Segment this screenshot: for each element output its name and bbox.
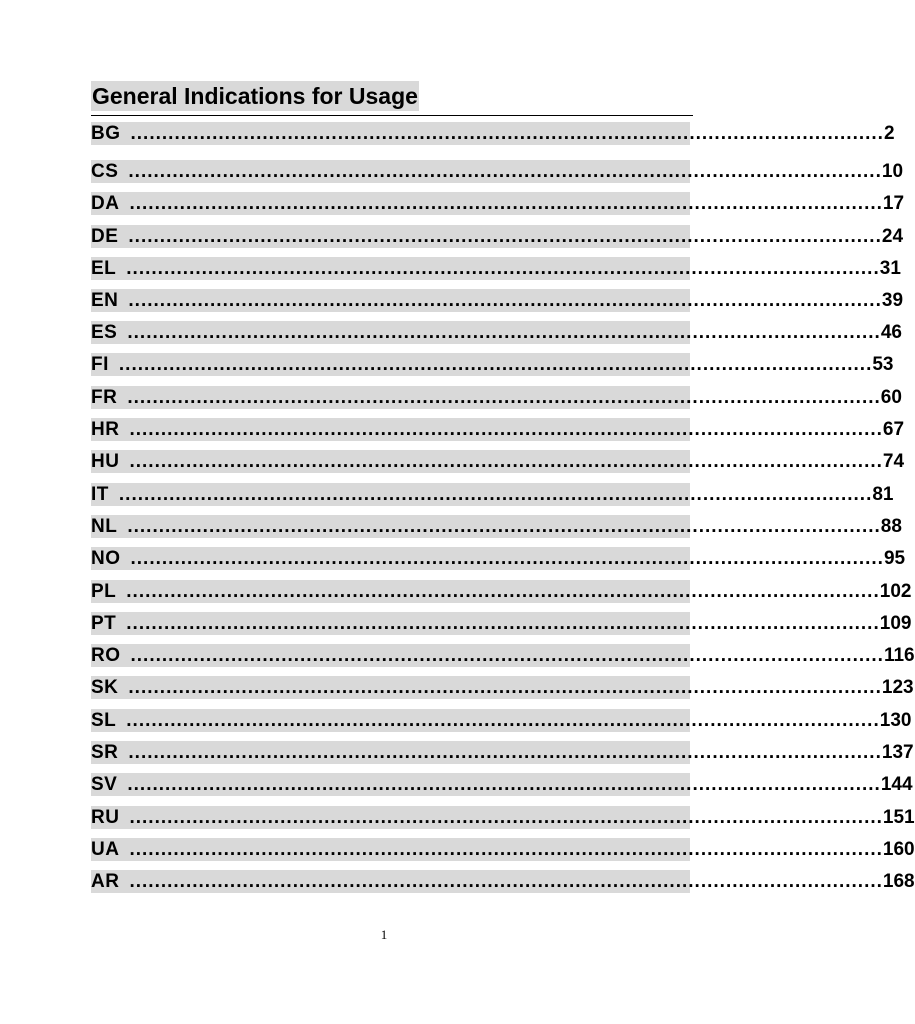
language-code: EL [91, 257, 117, 279]
page-reference: 17 [882, 192, 905, 214]
language-code: SV [91, 773, 118, 795]
toc-entry-pt [91, 612, 912, 635]
page-reference: 168 [882, 870, 915, 892]
toc-entry-hu [91, 450, 905, 473]
dot-leader: ........................................................................................................................ [126, 257, 880, 279]
page-reference: 24 [881, 225, 904, 247]
page-reference: 95 [883, 547, 906, 569]
language-code: ES [91, 321, 118, 343]
toc-entry-no [91, 547, 906, 570]
dot-leader: ........................................................................................................................ [129, 418, 883, 440]
dot-leader: ........................................................................................................................ [129, 450, 883, 472]
dot-leader: ........................................................................................................................ [129, 870, 883, 892]
toc-entry-pl [91, 580, 912, 603]
toc-entry-sr [91, 741, 914, 764]
toc-entry-cs [91, 160, 904, 183]
language-code: FR [91, 386, 118, 408]
toc-entry-es [91, 321, 902, 344]
dot-leader: ........................................................................................................................ [129, 806, 883, 828]
dot-leader: ........................................................................................................................ [127, 321, 881, 343]
page-reference: 144 [880, 773, 913, 795]
page-reference: 109 [879, 612, 912, 634]
language-code: IT [91, 483, 109, 505]
dot-leader: ........................................................................................................................ [126, 709, 880, 731]
language-code: RO [91, 644, 121, 666]
language-code: SR [91, 741, 119, 763]
language-code: SL [91, 709, 117, 731]
toc-entry-de [91, 225, 904, 248]
language-code: NL [91, 515, 118, 537]
toc-entry-ua [91, 838, 915, 861]
toc-entry-bg [91, 122, 895, 145]
page-reference: 46 [880, 321, 902, 343]
page-reference: 60 [880, 386, 902, 408]
language-code: CS [91, 160, 119, 182]
page-reference: 39 [881, 289, 904, 311]
dot-leader: ........................................................................................................................ [127, 773, 881, 795]
language-code: HR [91, 418, 120, 440]
dot-leader: ........................................................................................................................ [130, 122, 884, 144]
toc-entry-ro [91, 644, 915, 667]
page-reference: 53 [872, 353, 894, 375]
page-reference: 31 [879, 257, 901, 279]
language-code: AR [91, 870, 120, 892]
toc-entry-sl [91, 709, 912, 732]
page-reference: 81 [872, 483, 894, 505]
toc-entry-sk [91, 676, 914, 699]
language-code: DA [91, 192, 120, 214]
page-reference: 137 [881, 741, 914, 763]
dot-leader: ........................................................................................................................ [129, 192, 883, 214]
toc-entry-sv [91, 773, 913, 796]
toc-entry-fr [91, 386, 902, 409]
language-code: FI [91, 353, 109, 375]
title-underline [91, 115, 693, 116]
toc-entry-fi [91, 353, 894, 376]
page-title: General Indications for Usage [92, 83, 418, 109]
language-code: SK [91, 676, 119, 698]
page-reference: 88 [880, 515, 902, 537]
dot-leader: ........................................................................................................................ [128, 225, 882, 247]
page-reference: 151 [882, 806, 915, 828]
toc-entry-ru [91, 806, 915, 829]
language-code: PL [91, 580, 117, 602]
dot-leader: ........................................................................................................................ [130, 547, 884, 569]
dot-leader: ........................................................................................................................ [127, 515, 881, 537]
language-code: PT [91, 612, 117, 634]
dot-leader: ........................................................................................................................ [128, 160, 882, 182]
dot-leader: ........................................................................................................................ [127, 386, 881, 408]
toc-entry-el [91, 257, 901, 280]
page-reference: 2 [883, 122, 895, 144]
page-reference: 10 [881, 160, 904, 182]
toc-entry-en [91, 289, 904, 312]
page-reference: 160 [882, 838, 915, 860]
dot-leader: ........................................................................................................................ [126, 612, 880, 634]
dot-leader: ........................................................................................................................ [118, 483, 873, 505]
dot-leader: ........................................................................................................................ [128, 289, 882, 311]
dot-leader: ........................................................................................................................ [128, 676, 882, 698]
language-code: RU [91, 806, 120, 828]
toc-entry-da [91, 192, 905, 215]
page-reference: 116 [883, 644, 915, 666]
page-reference: 130 [879, 709, 912, 731]
toc-entry-hr [91, 418, 905, 441]
toc-entry-nl [91, 515, 902, 538]
language-code: DE [91, 225, 119, 247]
dot-leader: ........................................................................................................................ [129, 838, 883, 860]
dot-leader: ........................................................................................................................ [126, 580, 880, 602]
language-code: UA [91, 838, 120, 860]
page-reference: 67 [882, 418, 905, 440]
page-number: 1 [380, 927, 388, 942]
dot-leader: ........................................................................................................................ [128, 741, 882, 763]
toc-entry-ar [91, 870, 915, 893]
page-reference: 123 [881, 676, 914, 698]
page-reference: 74 [882, 450, 905, 472]
language-code: HU [91, 450, 120, 472]
toc-entry-it [91, 483, 894, 506]
dot-leader: ........................................................................................................................ [118, 353, 873, 375]
language-code: NO [91, 547, 121, 569]
page-reference: 102 [879, 580, 912, 602]
dot-leader: ........................................................................................................................ [130, 644, 884, 666]
language-code: BG [91, 122, 121, 144]
language-code: EN [91, 289, 119, 311]
